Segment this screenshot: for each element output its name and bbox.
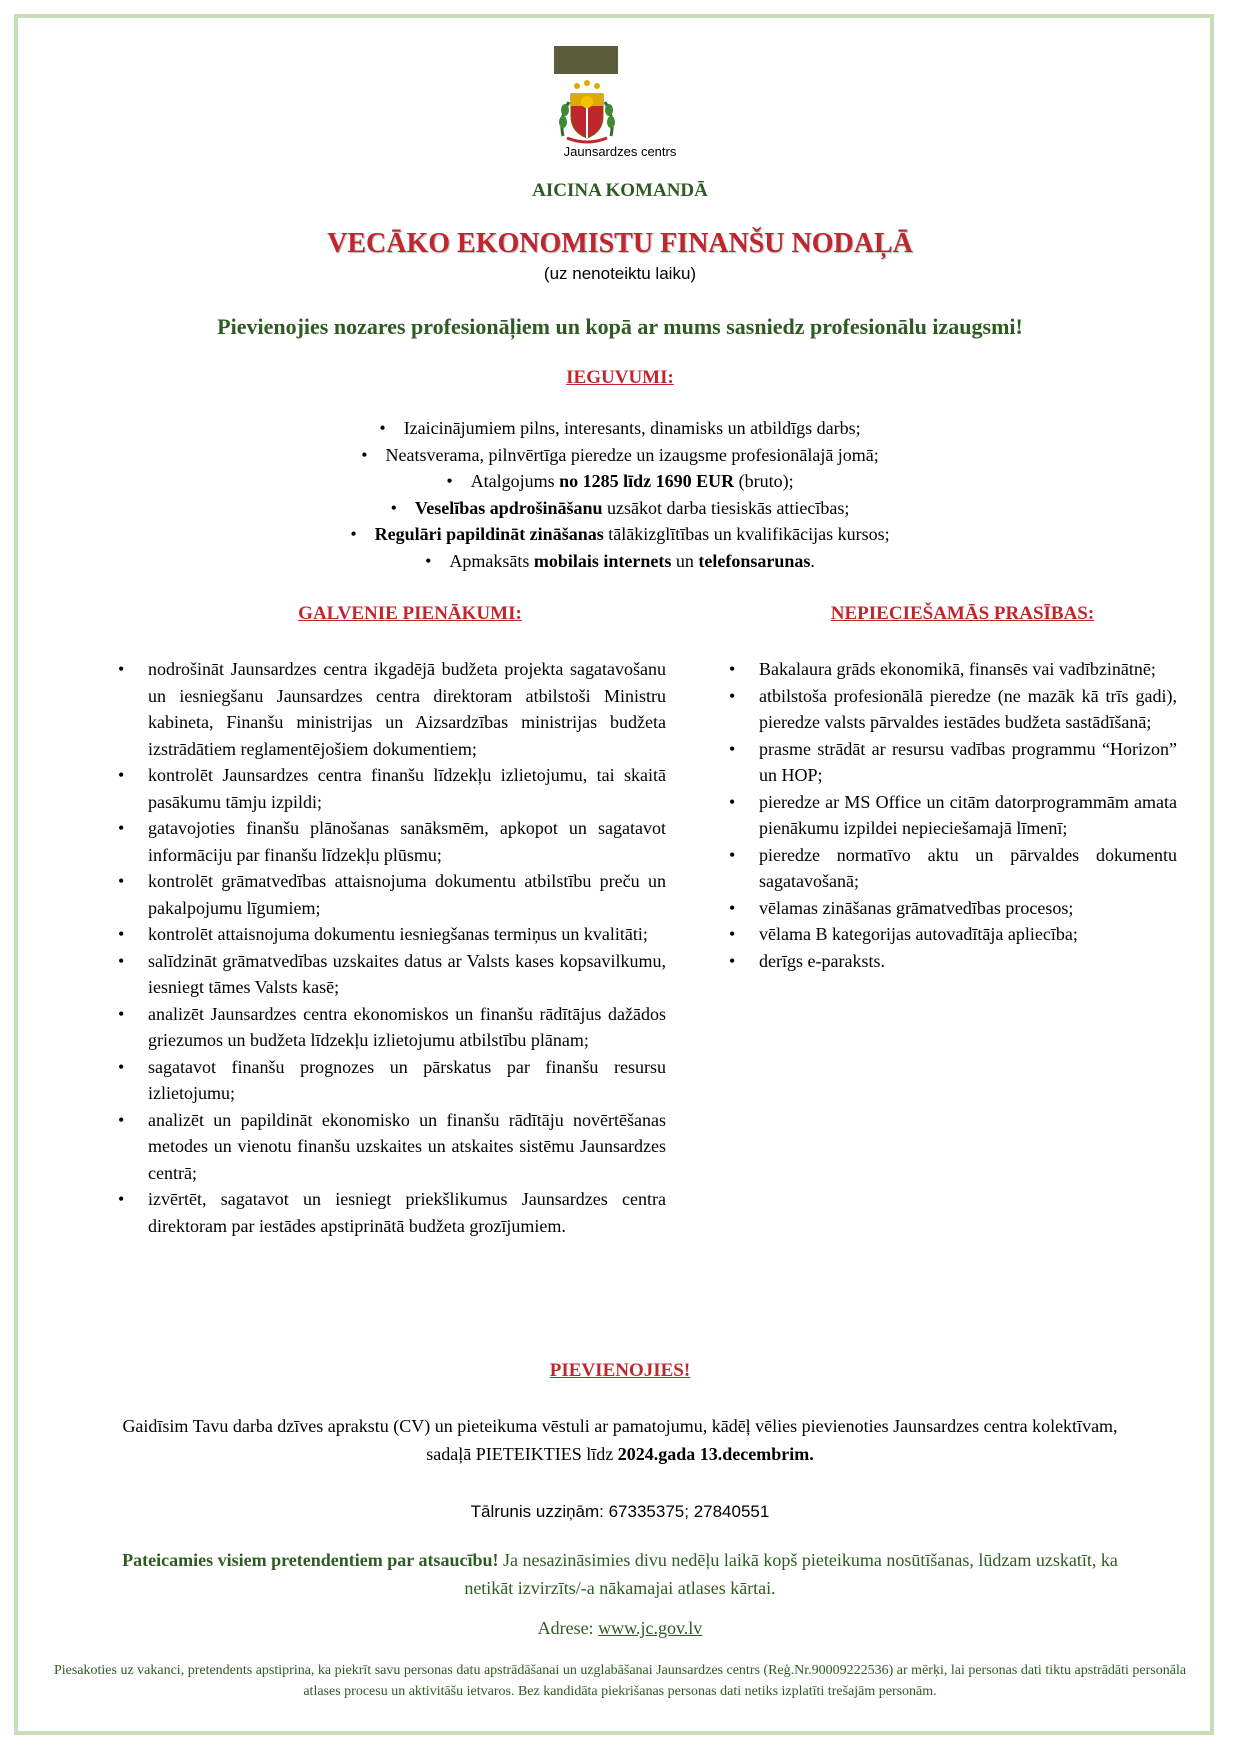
duty-item: • gatavojoties finanšu plānošanas sanāksmēm, apkopot un sagatavot informāciju par finanšu līdzekļu plūsmu;	[116, 815, 666, 868]
duty-item: • nodrošināt Jaunsardzes centra ikgadējā budžeta projekta sagatavošanu un iesniegšanu Jaunsardzes centra direktoram atbilstoši Ministru kabineta, Finanšu ministrijas un Aizsardzības ministrijas budžeta izstrādātiem reglamentējošiem dokumentiem;	[116, 656, 666, 762]
duty-item: • analizēt Jaunsardzes centra ekonomiskos un finanšu rādītājus dažādos griezumos un budžeta līdzekļu izlietojumu atbilstību plānam;	[116, 1001, 666, 1054]
requirement-item: • vēlamas zināšanas grāmatvedības procesos;	[727, 895, 1177, 922]
requirement-item: • Bakalaura grāds ekonomikā, finansēs vai vadībzinātnē;	[727, 656, 1177, 683]
benefit-item: • Apmaksāts mobilais internets un telefonsarunas.	[0, 548, 1240, 575]
benefits-heading: IEGUVUMI:	[566, 367, 674, 388]
organization-name: Jaunsardzes centrs	[563, 144, 677, 159]
privacy-notice: Piesakoties uz vakanci, pretendents apstiprina, ka piekrīt savu personas datu apstrādāšanai un uzglabāšanai Jaunsardzes centrs (Reģ.Nr.90009222536) ar mērķi, lai personas dati tiktu apstrādāti personāla atlases procesu un aktivitāšu ietvaros. Bez kandidāta piekrišanas personas dati netiks izplatīti trešajām personām.	[53, 1663, 1187, 1699]
join-heading: PIEVIENOJIES!	[549, 1360, 691, 1381]
benefit-item: • Veselības apdrošināšanu uzsākot darba tiesiskās attiecības;	[0, 495, 1240, 522]
benefit-item: • Neatsverama, pilnvērtīga pieredze un izaugsme profesionālajā jomā;	[0, 442, 1240, 469]
requirement-item: • prasme strādāt ar resursu vadības programmu “Horizon” un HOP;	[727, 736, 1177, 789]
requirement-item: • pieredze normatīvo aktu un pārvaldes dokumentu sagatavošanā;	[727, 842, 1177, 895]
benefit-item: • Atalgojums no 1285 līdz 1690 EUR (bruto);	[0, 468, 1240, 495]
employment-term: (uz nenoteiktu laiku)	[543, 264, 697, 283]
contact-phone: Tālrunis uzziņām: 67335375; 27840551	[470, 1502, 770, 1521]
slogan: Pievienojies nozares profesionāļiem un kopā ar mums sasniedz profesionālu izaugsmi!	[217, 314, 1023, 339]
benefit-item: • Izaicinājumiem pilns, interesants, dinamisks un atbildīgs darbs;	[0, 415, 1240, 442]
position-title: VECĀKO EKONOMISTU FINANŠU NODAĻĀ	[327, 228, 913, 259]
requirement-item: • atbilstoša profesionālā pieredze (ne mazāk kā trīs gadi), pieredze valsts pārvaldes iestādes budžeta sastādīšanā;	[727, 683, 1177, 736]
duty-item: • izvērtēt, sagatavot un iesniegt priekšlikumus Jaunsardzes centra direktoram par iestādes apstiprinātā budžeta grozījumiem.	[116, 1186, 666, 1239]
application-instructions: Gaidīsim Tavu darba dzīves aprakstu (CV) un pieteikuma vēstuli ar pamatojumu, kādēļ vēlies pievienoties Jaunsardzes centra kolektīvam, sadaļā PIETEIKTIES līdz 2024.gada 13.decembrim.	[122, 1416, 1118, 1464]
requirement-item: • pieredze ar MS Office un citām datorprogrammām amata pienākumu izpildei nepieciešamajā līmenī;	[727, 789, 1177, 842]
thanks-note: Pateicamies visiem pretendentiem par atsaucību! Ja nesazināsimies divu nedēļu laikā kopš pieteikuma nosūtīšanas, lūdzam uzskatīt, ka netikāt izvirzīts/-a nākamajai atlases kārtai.	[122, 1550, 1118, 1598]
requirements-list	[727, 656, 1177, 974]
invite-heading: AICINA KOMANDĀ	[532, 180, 708, 201]
benefit-item: • Regulāri papildināt zināšanas tālākizglītības un kvalifikācijas kursos;	[0, 521, 1240, 548]
duty-item: • kontrolēt attaisnojuma dokumentu iesniegšanas termiņus un kvalitāti;	[116, 921, 666, 948]
header-bar	[554, 46, 618, 74]
duty-item: • analizēt un papildināt ekonomisko un finanšu rādītāju novērtēšanas metodes un vienotu finanšu uzskaites un atskaites sistēmu Jaunsardzes centrā;	[116, 1107, 666, 1187]
requirement-item: • derīgs e-paraksts.	[727, 948, 1177, 975]
requirement-item: • vēlama B kategorijas autovadītāja apliecība;	[727, 921, 1177, 948]
requirements-heading: NEPIECIEŠAMĀS PRASĪBAS:	[830, 603, 1095, 624]
benefits-list	[0, 415, 1240, 574]
duties-list	[116, 656, 666, 1239]
address-line: Adrese: www.jc.gov.lv	[537, 1618, 703, 1638]
duties-heading: GALVENIE PIENĀKUMI:	[298, 603, 522, 624]
duty-item: • sagatavot finanšu prognozes un pārskatus par finanšu resursu izlietojumu;	[116, 1054, 666, 1107]
duty-item: • kontrolēt grāmatvedības attaisnojuma dokumentu atbilstību preču un pakalpojumu līgumiem;	[116, 868, 666, 921]
duty-item: • kontrolēt Jaunsardzes centra finanšu līdzekļu izlietojumu, tai skaitā pasākumu tāmju izpildi;	[116, 762, 666, 815]
application-deadline: 2024.gada 13.decembrim.	[617, 1444, 814, 1464]
website-link[interactable]: www.jc.gov.lv	[598, 1618, 703, 1638]
duty-item: • salīdzināt grāmatvedības uzskaites datus ar Valsts kases kopsavilkumu, iesniegt tāmes Valsts kasē;	[116, 948, 666, 1001]
coat-of-arms-logo	[555, 78, 619, 144]
